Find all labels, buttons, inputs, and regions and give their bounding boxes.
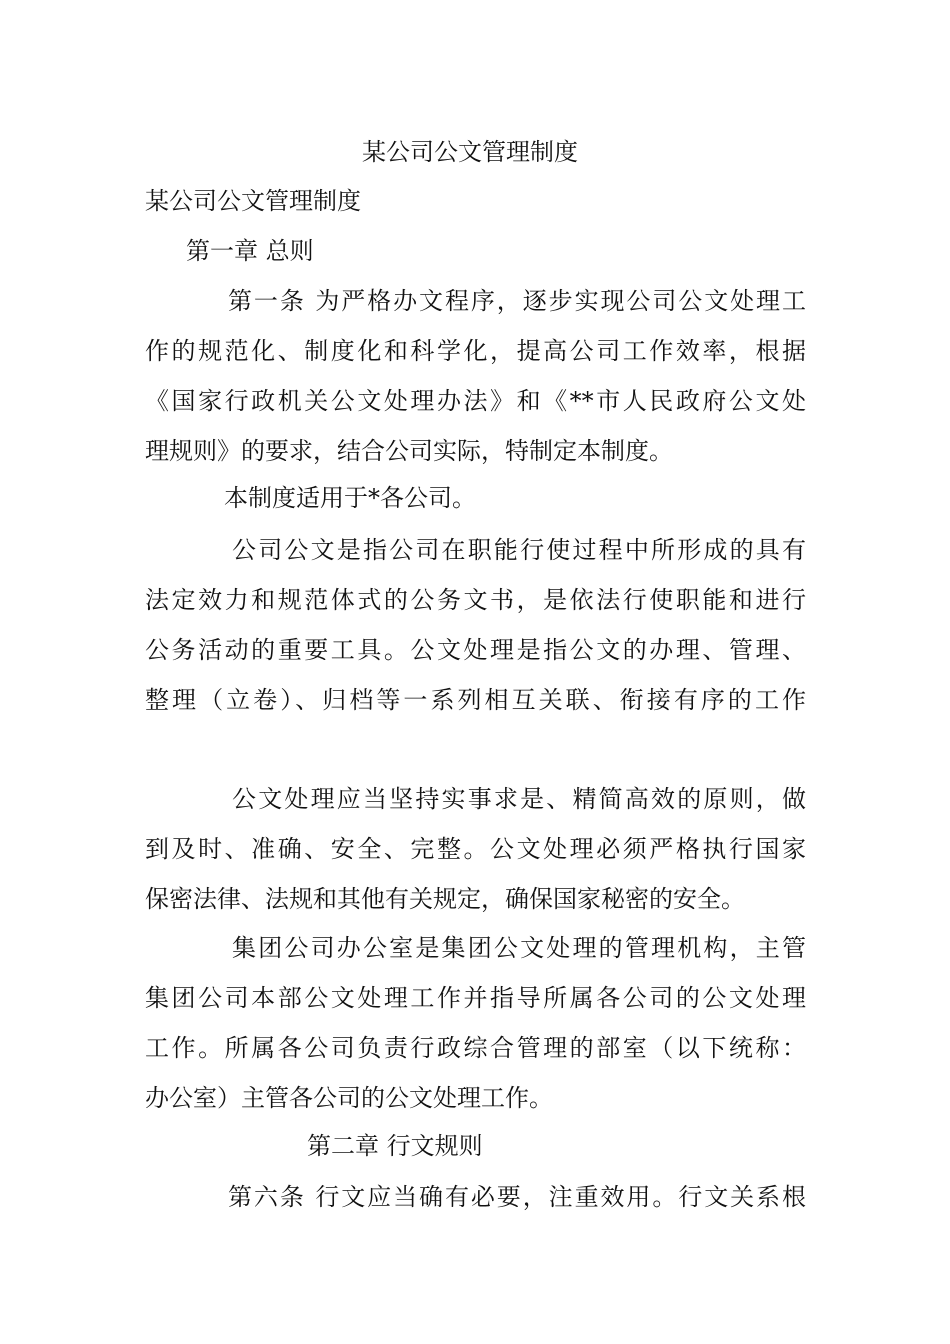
article-6-line-1: 第六条 行文应当确有必要，注重效用。行文关系根: [228, 1183, 806, 1211]
definition-line-1: 公司公文是指公司在职能行使过程中所形成的具有: [232, 536, 806, 564]
principle-line-2: 到及时、准确、安全、完整。公文处理必须严格执行国家: [145, 835, 806, 863]
office-line-3: 工作。所属各公司负责行政综合管理的部室（以下统称：: [145, 1034, 806, 1062]
article-1-line-2: 作的规范化、制度化和科学化，提高公司工作效率，根据: [145, 337, 806, 365]
principle-line-1: 公文处理应当坚持实事求是、精简高效的原则，做: [232, 785, 806, 813]
definition-line-3: 公务活动的重要工具。公文处理是指公文的办理、管理、: [145, 636, 806, 664]
office-line-2: 集团公司本部公文处理工作并指导所属各公司的公文处理: [145, 984, 806, 1012]
document-title: 某公司公文管理制度: [362, 138, 578, 166]
article-1-line-1: 第一条 为严格办文程序，逐步实现公司公文处理工: [228, 287, 806, 315]
office-line-4: 办公室）主管各公司的公文处理工作。: [145, 1084, 553, 1112]
definition-line-4: 整理（立卷）、归档等一系列相互关联、衔接有序的工作: [145, 686, 806, 714]
chapter-heading-2: 第二章 行文规则: [307, 1132, 483, 1160]
document-subtitle: 某公司公文管理制度: [145, 187, 361, 215]
article-1-line-4: 理规则》的要求，结合公司实际，特制定本制度。: [145, 437, 673, 465]
article-1-line-3: 《国家行政机关公文处理办法》和《**市人民政府公文处: [145, 387, 806, 415]
chapter-heading-1: 第一章 总则: [186, 237, 314, 265]
scope-paragraph: 本制度适用于*各公司。: [224, 484, 476, 512]
principle-line-3: 保密法律、法规和其他有关规定，确保国家秘密的安全。: [145, 885, 745, 913]
definition-line-2: 法定效力和规范体式的公务文书，是依法行使职能和进行: [145, 586, 806, 614]
office-line-1: 集团公司办公室是集团公文处理的管理机构，主管: [232, 934, 806, 962]
